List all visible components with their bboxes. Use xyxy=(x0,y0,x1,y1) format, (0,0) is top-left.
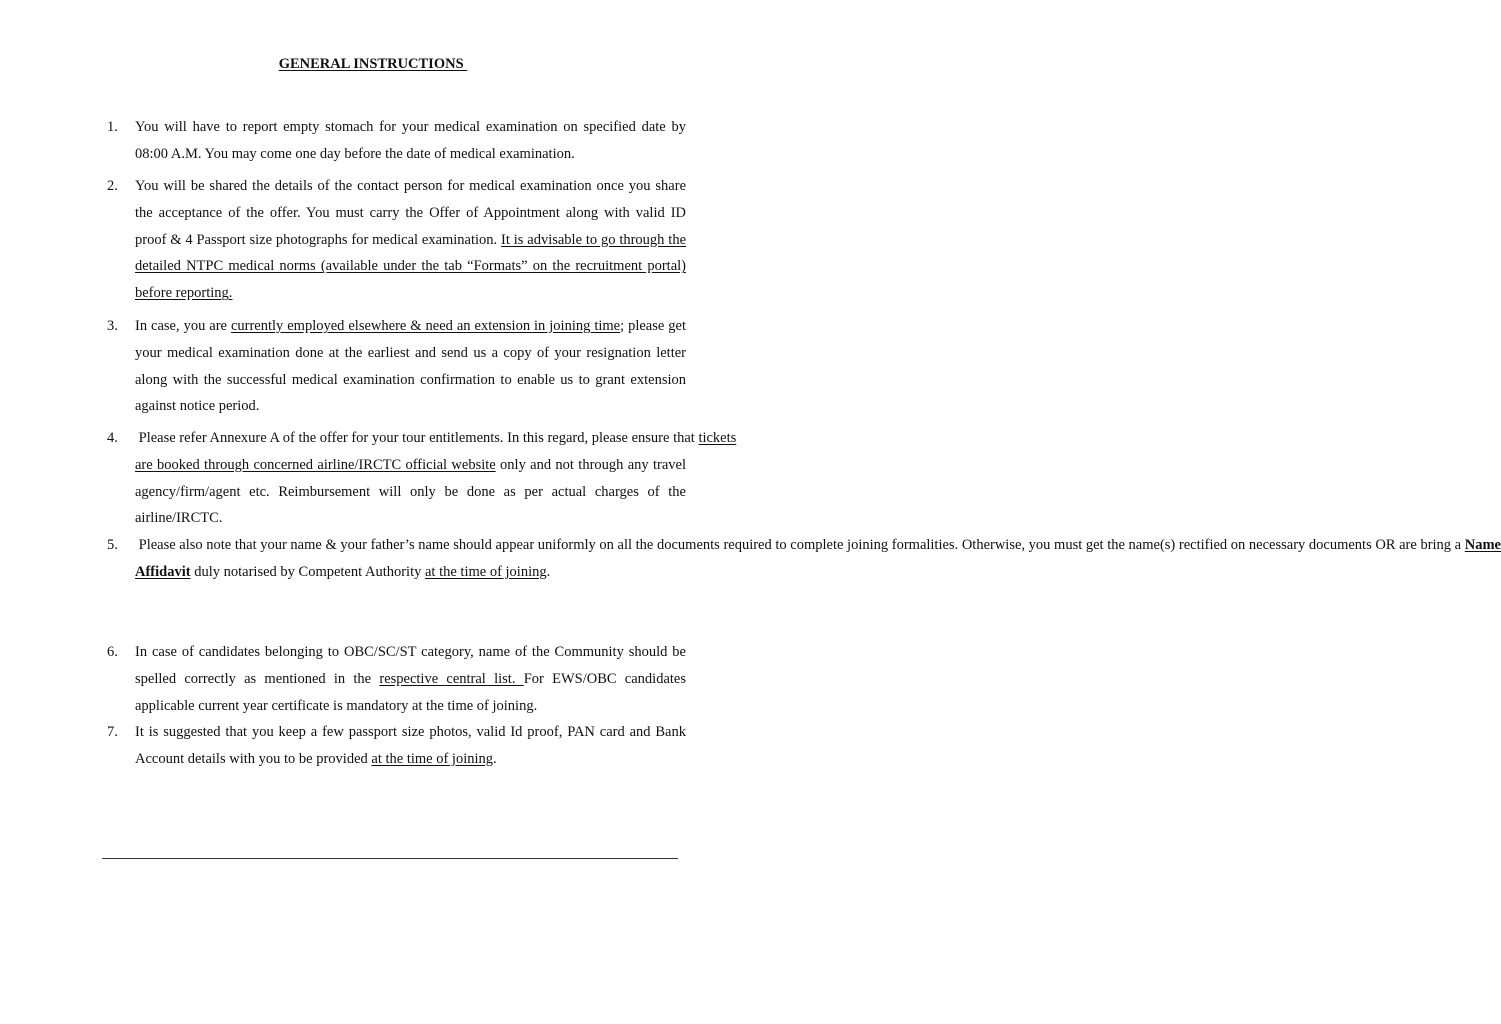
text-segment: duly notarised by Competent Authority xyxy=(190,563,425,580)
item-number: 7. xyxy=(107,724,118,740)
item-text xyxy=(135,639,686,719)
item-number: 2. xyxy=(107,178,118,194)
page-title: GENERAL INSTRUCTIONS xyxy=(278,56,468,72)
text-segment: For EWS/OBC candidates applicable current year certificate is mandatory at the time of joining. xyxy=(135,670,686,714)
item-text xyxy=(135,425,737,532)
text-segment: In case, you are xyxy=(135,318,231,334)
item-text xyxy=(135,313,686,420)
footer-divider xyxy=(102,858,678,859)
underlined-note: currently employed elsewhere & need an extension in joining time xyxy=(230,318,621,334)
item-text xyxy=(135,532,1501,586)
underlined-note: at the time of joining xyxy=(425,563,547,580)
text-segment: In case of candidates belonging to OBC/SC/ST category, name of the Community should be spelled correctly as mentioned in the xyxy=(135,644,686,687)
text-segment: ; please get your medical examination done at the earliest and send us a copy of your resignation letter along with the successful medical examination confirmation to enable us to grant extension against notice period. xyxy=(135,318,686,415)
text-segment: only and not through any travel agency/firm/agent etc. Reimbursement will only be done as per actual charges of the airline/IRCTC. xyxy=(135,456,686,527)
text-segment: . xyxy=(493,750,497,767)
item-text xyxy=(135,173,686,307)
underlined-note: respective central list. xyxy=(379,670,524,687)
item-number: 6. xyxy=(107,644,118,660)
item-number: 1. xyxy=(107,119,118,135)
underlined-note: at the time of joining xyxy=(371,750,494,767)
item-text xyxy=(135,114,686,168)
text-segment: . xyxy=(546,563,551,580)
bold-underlined-note: Name Affidavit xyxy=(135,537,1501,580)
text-segment: Please also note that your name & your father’s name should appear uniformly on all the documents required to complete joining formalities. Otherwise, you must get the name(s) rectified on necessary documents OR are bring a xyxy=(135,537,1465,553)
underlined-note: tickets are booked through concerned airline/IRCTC official website xyxy=(135,430,737,473)
text-segment: It is suggested that you keep a few passport size photos, valid Id proof, PAN card and Bank Account details with you to be provided xyxy=(135,724,686,767)
item-text xyxy=(135,719,686,773)
item-number: 5. xyxy=(107,537,118,553)
text-segment: You will have to report empty stomach for your medical examination on specified date by 08:00 A.M. You may come one day before the date of medical examination. xyxy=(135,119,686,162)
underlined-note: It is advisable to go through the detailed NTPC medical norms (available under the tab “Formats” on the recruitment portal) before reporting. xyxy=(135,231,686,302)
text-segment: Please refer Annexure A of the offer for your tour entitlements. In this regard, please ensure that xyxy=(135,430,699,446)
item-number: 4. xyxy=(107,430,118,446)
text-segment: You will be shared the details of the contact person for medical examination once you share the acceptance of the offer. You must carry the Offer of Appointment along with valid ID proof & 4 Passport size photographs for medical examination. xyxy=(135,178,686,248)
item-number: 3. xyxy=(107,318,118,334)
